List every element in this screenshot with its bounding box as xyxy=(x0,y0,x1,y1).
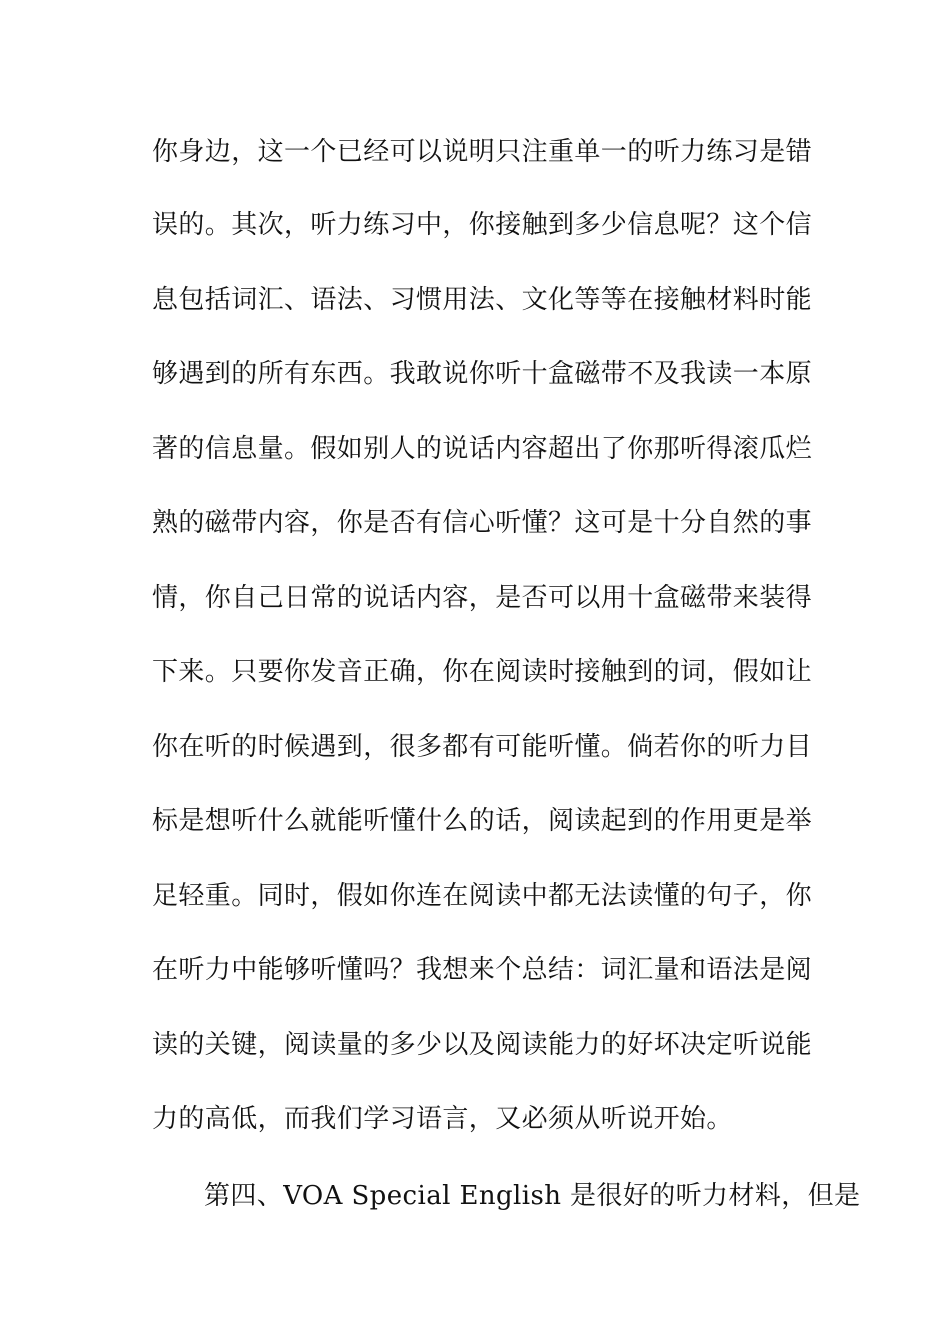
paragraph-line: 够遇到的所有东西。我敢说你听十盒磁带不及我读一本原 xyxy=(152,359,813,389)
paragraph-line: 读的关键，阅读量的多少以及阅读能力的好坏决定听说能 xyxy=(152,1030,813,1060)
paragraph-line: 熟的磁带内容，你是否有信心听懂？这可是十分自然的事 xyxy=(152,508,813,538)
paragraph-line: 你在听的时候遇到，很多都有可能听懂。倘若你的听力目 xyxy=(152,732,813,762)
paragraph-line: 情，你自己日常的说话内容，是否可以用十盒磁带来装得 xyxy=(152,583,813,613)
paragraph-line: 误的。其次，听力练习中，你接触到多少信息呢？这个信 xyxy=(152,210,813,240)
paragraph-line: 你身边，这一个已经可以说明只注重单一的听力练习是错 xyxy=(152,137,813,167)
paragraph-line: 下来。只要你发音正确，你在阅读时接触到的词，假如让 xyxy=(152,657,813,687)
paragraph-line: 足轻重。同时，假如你连在阅读中都无法读懂的句子，你 xyxy=(152,881,813,911)
paragraph-line: 息包括词汇、语法、习惯用法、文化等等在接触材料时能 xyxy=(152,285,813,315)
paragraph-line: 标是想听什么就能听懂什么的话，阅读起到的作用更是举 xyxy=(152,806,813,836)
paragraph-line: 力的高低，而我们学习语言，又必须从听说开始。 xyxy=(152,1104,733,1134)
paragraph-line: 著的信息量。假如别人的说话内容超出了你那听得滚瓜烂 xyxy=(152,434,813,464)
paragraph-line: 在听力中能够听懂吗？我想来个总结：词汇量和语法是阅 xyxy=(152,955,813,985)
paragraph-start-line: 第四、VOA Special English 是很好的听力材料，但是 xyxy=(204,1181,861,1211)
